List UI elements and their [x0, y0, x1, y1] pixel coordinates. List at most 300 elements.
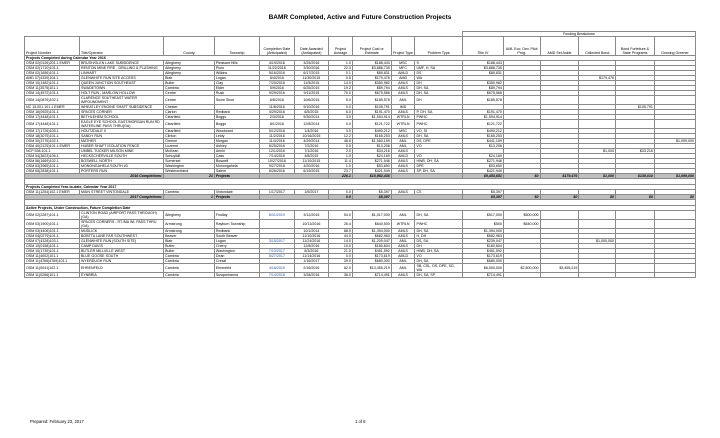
projects-table	[24, 31, 696, 278]
total-aml-eco: $0	[503, 195, 540, 200]
project-cell: 9/27/2016	[260, 164, 295, 169]
project-cell: 14.9	[329, 81, 353, 86]
project-cell: Allegheny	[164, 61, 215, 66]
project-cell: AMLS	[391, 273, 415, 278]
project-row	[25, 211, 696, 220]
total-growing: $1,099,000	[654, 174, 695, 179]
project-cell: 11/10/2016	[294, 234, 329, 239]
project-cell: Butler	[164, 249, 215, 254]
project-cell: AML	[391, 96, 415, 105]
project-cell: 9/11/2015	[294, 91, 329, 96]
project-cell: AMD	[391, 76, 415, 81]
project-cell: PWHC	[415, 120, 462, 129]
project-cell	[540, 220, 579, 229]
column-header: Project Cost or Estimate	[352, 37, 391, 56]
project-cell: Centre	[164, 96, 215, 105]
project-cell	[654, 264, 695, 273]
project-cell: DH, SA	[415, 86, 462, 91]
project-cell: 11/10/2015	[294, 159, 329, 164]
project-cell: Greene	[164, 139, 215, 144]
project-cell: H, DH	[415, 234, 462, 239]
project-cell: Logan	[214, 239, 259, 244]
project-cell: OSM 63(3965)101.1	[25, 164, 80, 169]
project-cell: 36.0	[329, 273, 353, 278]
project-cell: OSM 17(4448)101.1	[25, 120, 80, 129]
project-cell: PWHC	[415, 220, 462, 229]
project-cell: AMLS	[391, 91, 415, 96]
project-cell: DH	[415, 96, 462, 105]
project-cell: DS, SA	[415, 239, 462, 244]
project-cell: Clearfield	[164, 129, 215, 134]
project-cell: $239,047	[462, 239, 503, 244]
project-cell: QUEEN JUNCTION SOUTHEAST	[80, 81, 164, 86]
project-cell	[579, 220, 616, 229]
project-cell: AMLS	[391, 81, 415, 86]
project-cell: 1.0	[329, 61, 353, 66]
project-cell: OSM 10(1482)101.1	[25, 81, 80, 86]
project-cell: 23.7	[329, 169, 353, 174]
project-cell: 8/4/2016	[260, 76, 295, 81]
column-header: Problem Type	[415, 37, 462, 56]
project-cell: Clearfield	[164, 115, 215, 120]
project-cell: $2,500,000	[503, 264, 540, 273]
project-cell: AMLS	[391, 134, 415, 139]
project-cell: Washington	[164, 164, 215, 169]
project-cell: OSM 14(4572)101.1	[25, 91, 80, 96]
project-cell: 8/26/2016	[260, 169, 295, 174]
project-cell: WA	[415, 76, 462, 81]
project-cell: Boggs	[214, 120, 259, 129]
project-cell: VO, SI	[415, 129, 462, 134]
project-cell: $421,949	[462, 169, 503, 174]
column-header-row	[25, 37, 696, 56]
project-cell: 3.0	[329, 115, 353, 120]
project-cell: BOBTTA LANE FAR SOUTHWEST	[80, 234, 164, 239]
project-cell: PORTERS RUN	[80, 169, 164, 174]
project-cell: DH	[415, 244, 462, 249]
project-cell: 9/30/2014	[294, 115, 329, 120]
project-cell: Beaver	[164, 234, 215, 239]
project-cell: 10.0	[329, 244, 353, 249]
project-cell: Dean	[214, 254, 259, 259]
total-collected: $0	[579, 195, 616, 200]
project-cell: 1/17/2017	[260, 190, 295, 195]
project-cell: $188,443	[352, 61, 391, 66]
project-cell: AMLS	[391, 149, 415, 154]
project-cell: 10/16/2015	[294, 134, 329, 139]
project-cell: $682,963	[462, 234, 503, 239]
project-cell: GLENWHITE RUN SITE ACCESS	[80, 76, 164, 81]
project-cell: AML	[391, 239, 415, 244]
project-cell: CS	[415, 190, 462, 195]
project-cell	[540, 96, 579, 105]
project-cell: $3,455,219	[540, 264, 579, 273]
project-cell: 5/16/2016	[260, 71, 295, 76]
project-cell: $6,500,000	[462, 264, 503, 273]
total-bond: $0	[616, 195, 655, 200]
report-title: BAMR Completed, Active and Future Construction Projects	[268, 14, 452, 21]
project-row	[25, 120, 696, 129]
project-cell: 3/30/2016	[294, 66, 329, 71]
project-cell: $179,476	[579, 76, 616, 81]
project-cell	[654, 120, 695, 129]
project-cell: Pleasant Hills	[214, 61, 259, 66]
project-cell: 8/1/2016	[260, 120, 295, 129]
project-cell: Clearfield	[164, 120, 215, 129]
project-cell: $173,619	[462, 254, 503, 259]
project-cell: MATHER	[80, 139, 164, 144]
project-cell: Ashley	[214, 144, 259, 149]
project-cell: $191,470	[462, 110, 503, 115]
project-cell: $1,000,000	[579, 239, 616, 244]
column-header: Bond Forfeiture & State Programs	[616, 37, 655, 56]
project-cell	[654, 96, 695, 105]
project-cell	[540, 273, 579, 278]
project-cell: $3,886,735	[462, 66, 503, 71]
project-cell: AMLS	[391, 110, 415, 115]
project-cell: Cherry	[214, 244, 259, 249]
project-cell: OSM 16(0925)101.1	[25, 110, 80, 115]
project-cell: $89,794	[462, 86, 503, 91]
project-cell: 1.0	[329, 154, 353, 159]
project-cell: 5/9/2016	[260, 86, 295, 91]
project-cell: $191,470	[352, 110, 391, 115]
project-cell: OSM 56(1669)102.1	[25, 159, 80, 164]
project-cell: AML	[391, 211, 415, 220]
column-header: Title IV	[462, 37, 503, 56]
project-cell: $500	[462, 220, 503, 229]
project-cell: $1,394,000	[462, 229, 503, 234]
project-cell	[579, 264, 616, 273]
column-header: AMD Set Aside	[540, 37, 579, 56]
project-cell: BLUE GOOSE SOUTH	[80, 254, 164, 259]
project-cell: Redbank	[214, 229, 259, 234]
project-cell: HECKSCHERVILLE SOUTH	[80, 154, 164, 159]
total-acreage: 0.0	[329, 195, 353, 200]
project-cell: OSM 04(0279)101.1	[25, 234, 80, 239]
project-cell: 6/19/2015	[294, 169, 329, 174]
project-row	[25, 273, 696, 278]
project-cell: 88.0	[329, 229, 353, 234]
project-cell: HWB, DH, SA	[415, 249, 462, 254]
project-cell: $441,159	[462, 139, 503, 144]
total-title-iv: $5,397	[462, 195, 503, 200]
project-cell: 11/30/2015	[294, 76, 329, 81]
project-cell: $53,650	[352, 164, 391, 169]
project-cell: 2/3/2016	[260, 115, 295, 120]
project-cell: 4/19/2016	[260, 61, 295, 66]
project-cell: OSM 03(4406)101.1	[25, 229, 80, 234]
project-cell: 22.3	[329, 66, 353, 71]
project-cell: Blair	[164, 76, 215, 81]
project-cell: $185,578	[352, 96, 391, 105]
project-cell: $271,946	[352, 159, 391, 164]
project-cell: $173,619	[352, 254, 391, 259]
project-cell: OSM 14(0876)102.1	[25, 96, 80, 105]
project-cell: 2.0	[329, 149, 353, 154]
total-unit: Projects	[214, 195, 259, 200]
project-cell: OSM 54(3623)106.1	[25, 154, 80, 159]
project-cell: OSM 18(3075)101.1	[25, 134, 80, 139]
project-cell: HOUTZDALE II	[80, 129, 164, 134]
column-header: Project Type	[391, 37, 415, 56]
project-cell: South Beaver	[214, 234, 259, 239]
project-cell: 4/16/2019	[260, 264, 295, 273]
project-cell: OSM 11(0041)102.1	[25, 264, 80, 273]
project-cell: $714,491	[462, 273, 503, 278]
project-cell: Allegheny	[164, 71, 215, 76]
total-growing: $0	[654, 195, 695, 200]
project-cell: GLENWHITE RUN (SOUTH SITE)	[80, 239, 164, 244]
project-cell: BOSWELL NORTH	[80, 159, 164, 164]
project-cell: EYNBRIA	[80, 273, 164, 278]
project-cell: EHRENFELD	[80, 264, 164, 273]
project-cell: Cambria	[164, 259, 215, 264]
project-cell: 7/20/2016	[260, 81, 295, 86]
project-cell: 0.5	[329, 76, 353, 81]
project-cell: LINHART	[80, 71, 164, 76]
project-cell: 48.8	[329, 139, 353, 144]
project-cell: Allegheny	[164, 211, 215, 220]
project-cell: AMLS	[391, 249, 415, 254]
project-cell: Salem	[214, 169, 259, 174]
project-cell: 11/4/2016	[260, 139, 295, 144]
project-cell: McKean	[164, 149, 215, 154]
project-cell: SWADETOWN	[80, 86, 164, 91]
project-cell: 7/14/2018	[260, 273, 295, 278]
total-count: 21	[164, 174, 215, 179]
project-cell: CLINTON ROAD (AIRPORT PASS THROUGH)(GA)	[80, 211, 164, 220]
project-cell: S	[415, 61, 462, 66]
project-cell: Rayburn Township	[214, 220, 259, 229]
project-cell: Logan	[214, 76, 259, 81]
funding-breakdown-label: Funding Breakdown	[462, 32, 695, 37]
project-cell: WHEATLEY ENGINE SHAFT SUBSIDENCE	[80, 105, 164, 110]
project-cell: 4/20/2016	[294, 164, 329, 169]
project-cell: $682,963	[352, 234, 391, 239]
project-cell: MSC	[391, 129, 415, 134]
project-cell: SPACES CORNER	[80, 110, 164, 115]
project-cell: OSM 10(0158)101.1	[25, 244, 80, 249]
project-cell: AMLS	[391, 86, 415, 91]
project-cell: 11/5/2015	[294, 81, 329, 86]
project-cell: Boswell	[214, 159, 259, 164]
project-cell: 11.4	[329, 159, 353, 164]
column-header: Title/Operator	[80, 37, 164, 56]
project-cell: CAMP DAVIS	[80, 244, 164, 249]
project-cell	[579, 96, 616, 105]
project-cell: OSM 02(1656)101.1	[25, 71, 80, 76]
project-cell: 6.0	[329, 110, 353, 115]
project-cell: $451,592	[462, 249, 503, 254]
project-cell: 11/24/2016	[294, 239, 329, 244]
project-cell: MUDLICK	[80, 229, 164, 234]
project-cell: AMLS	[391, 159, 415, 164]
project-cell: $1,594,914	[462, 115, 503, 120]
project-cell: RENTON MINE FIRE - DRILLING & FLUSHING	[80, 66, 164, 71]
project-cell	[654, 220, 695, 229]
project-cell: Armstrong	[164, 220, 215, 229]
column-header: Growing Greener	[654, 37, 695, 56]
total-title-iv: $9,453,651	[462, 174, 503, 179]
project-cell: OSM 40(2125)101.1 EMER	[25, 144, 80, 149]
project-cell: DH, SA	[415, 229, 462, 234]
project-cell: $180,604	[352, 244, 391, 249]
project-cell: Clarion	[164, 110, 215, 115]
project-cell: Vintondale	[214, 190, 259, 195]
project-cell: 0.1	[329, 71, 353, 76]
project-cell: Findlay	[214, 211, 259, 220]
project-cell: 10/1/2014	[294, 229, 329, 234]
project-cell: Allegheny	[164, 66, 215, 71]
total-collected: $1,000	[579, 174, 616, 179]
project-cell: $105,791	[352, 105, 391, 110]
project-cell: Snow Shoe	[214, 96, 259, 105]
project-cell: 8/3/2016	[294, 249, 329, 254]
project-cell: OSM 17(4448)101.1	[25, 115, 80, 120]
project-cell	[616, 220, 655, 229]
project-cell: $89,794	[352, 86, 391, 91]
project-cell: Butler	[164, 81, 215, 86]
project-cell: AMLS	[391, 244, 415, 249]
project-cell: $675,566	[462, 91, 503, 96]
column-header: County	[164, 37, 215, 56]
project-cell: 1/5/2017	[294, 190, 329, 195]
project-cell: 10/13/2016	[294, 220, 329, 229]
project-cell: $89,831	[352, 71, 391, 76]
project-cell: $271,946	[462, 159, 503, 164]
project-cell: AMLS	[391, 229, 415, 234]
project-cell: 11/8/2016	[260, 105, 295, 110]
project-cell: 6/17/2015	[294, 71, 329, 76]
project-cell: 7/2/2016	[294, 144, 329, 149]
project-cell: 0.0	[329, 120, 353, 129]
project-cell: $185,578	[462, 96, 503, 105]
project-cell: 9/29/2016	[260, 91, 295, 96]
project-cell: OSM 11(3575)101.1	[25, 86, 80, 91]
project-cell: $179,476	[352, 76, 391, 81]
project-cell: 19.2	[329, 86, 353, 91]
project-cell: Cresal	[214, 259, 259, 264]
column-header: AML Eco. Dev. Pilot Prog.	[503, 37, 540, 56]
project-cell: 3/25/2016	[294, 61, 329, 66]
project-cell: 4/8/2015	[294, 154, 329, 159]
project-cell: OSM 02(1710)101.1	[25, 66, 80, 71]
project-cell: 0.5	[329, 144, 353, 149]
project-cell: Luzerne	[164, 144, 215, 149]
project-cell: $680,000	[462, 259, 503, 264]
project-cell: WTRLN	[391, 220, 415, 229]
project-cell: AML	[391, 264, 415, 273]
project-cell: 10/27/2016	[260, 159, 295, 164]
project-row	[25, 264, 696, 273]
project-cell: $121,722	[352, 120, 391, 129]
project-cell: DS, DPE	[415, 139, 462, 144]
project-cell: OSM 03(1900)101.1	[25, 220, 80, 229]
footer-page: 1 of 6	[355, 419, 366, 424]
project-cell	[654, 211, 695, 220]
project-cell: OSM 11(4766)4769)101.1	[25, 259, 80, 264]
project-cell: Chester	[164, 105, 215, 110]
project-cell	[540, 211, 579, 220]
total-cost: $5,397	[352, 195, 391, 200]
project-cell	[616, 211, 655, 220]
project-cell: 0.0	[329, 105, 353, 110]
project-cell: $188,443	[462, 61, 503, 66]
project-cell: DH, SA	[415, 259, 462, 264]
project-cell: DH	[415, 81, 462, 86]
project-cell: VO	[415, 144, 462, 149]
project-cell: OSM 11(1254)102.1 EMER	[25, 190, 80, 195]
project-cell	[540, 120, 579, 129]
project-cell: AML	[391, 144, 415, 149]
project-cell	[616, 120, 655, 129]
project-cell: Clinton	[164, 134, 215, 139]
project-cell: HWB, DH, SA	[415, 159, 462, 164]
project-cell: 9/10/2016	[294, 105, 329, 110]
project-cell: NCP 538.101.1	[25, 149, 80, 154]
project-cell: MAIN STREET VINTONDALE	[80, 190, 164, 195]
project-cell	[579, 211, 616, 220]
project-cell: $13,206	[462, 144, 503, 149]
project-cell: 5/12/2016	[260, 129, 295, 134]
project-cell: $675,566	[352, 91, 391, 96]
section-title: Active Projects, Under Construction, Future Completion Date	[25, 206, 696, 211]
project-cell: OSM 02(0126)201.1 EMER	[25, 61, 80, 66]
project-cell: 4/29/2014	[294, 139, 329, 144]
project-cell: 6/25/2015	[294, 86, 329, 91]
project-cell: 5/27/2017	[260, 254, 295, 259]
project-cell: AMLS	[391, 234, 415, 239]
project-cell: $1,099,000	[654, 139, 695, 144]
project-cell: $5,397	[462, 190, 503, 195]
project-cell	[654, 273, 695, 278]
project-cell: Plum	[214, 66, 259, 71]
project-cell	[503, 273, 540, 278]
project-cell: 21.0	[329, 249, 353, 254]
project-cell: 3.0	[329, 129, 353, 134]
project-cell: $350,982	[462, 81, 503, 86]
column-header: Project Acreage	[329, 37, 353, 56]
project-cell: PWHC	[415, 115, 462, 120]
project-cell: BUTLER MILLVILLE WEST	[80, 249, 164, 254]
project-cell: $33,216	[616, 149, 655, 154]
project-cell: VO	[415, 154, 462, 159]
column-header: Project Number	[25, 37, 80, 56]
project-cell: $34,216	[352, 149, 391, 154]
project-cell: Washington	[214, 249, 259, 254]
project-cell: Cambria	[164, 190, 215, 195]
project-cell: Redbank	[214, 110, 259, 115]
project-cell: 1.0	[329, 164, 353, 169]
column-header: Township	[214, 37, 259, 56]
total-bond: $139,010	[616, 174, 655, 179]
project-cell: 6/5/2015	[294, 110, 329, 115]
project-cell: $714,491	[352, 273, 391, 278]
project-cell: AMD 07(4330)104.1	[25, 76, 80, 81]
project-cell: $165,253	[462, 134, 503, 139]
project-cell: $105,791	[616, 105, 655, 110]
project-cell: $5,397	[352, 190, 391, 195]
project-cell: MFC	[391, 66, 415, 71]
project-cell: 10/6/2015	[294, 96, 329, 105]
project-cell: AMLD	[391, 254, 415, 259]
project-cell: BETHLEHEM SCHOOL	[80, 115, 164, 120]
project-cell: UMF, H, SA	[415, 66, 462, 71]
project-cell: $490,212	[462, 129, 503, 134]
project-cell: 0.0	[329, 190, 353, 195]
project-cell: AMLD	[391, 71, 415, 76]
